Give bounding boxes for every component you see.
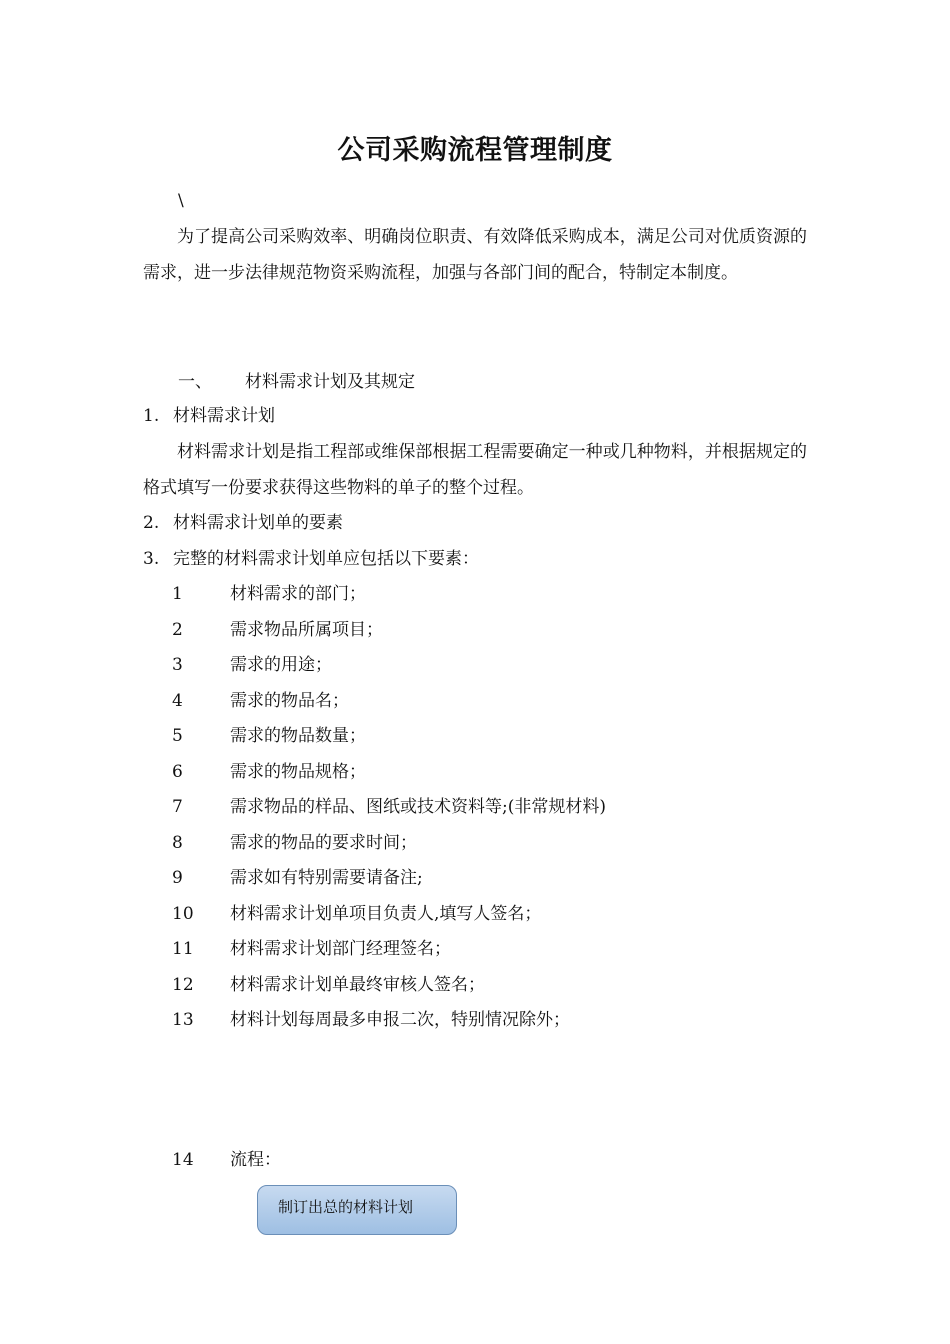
flowchart-box-label: 制订出总的材料计划 (278, 1198, 414, 1216)
flow-item-number: 14 (172, 1150, 194, 1170)
element-text: 需求如有特别需要请备注; (230, 868, 423, 888)
intro-paragraph: 为了提高公司采购效率、明确岗位职责、有效降低采购成本，满足公司对优质资源的需求，进一步法律规范物资采购流程，加强与各部门间的配合，特制定本制度。 (143, 227, 807, 283)
element-number: 8 (172, 833, 183, 853)
element-text: 需求的物品数量； (230, 726, 366, 746)
point-text: 材料需求计划单的要素 (173, 513, 343, 533)
element-text: 需求的用途； (230, 655, 332, 675)
element-number: 11 (172, 939, 194, 959)
element-number: 5 (172, 726, 183, 746)
point-number: 2. (143, 513, 160, 533)
element-number: 13 (172, 1010, 194, 1030)
definition-paragraph: 材料需求计划是指工程部或维保部根据工程需要确定一种或几种物料，并根据规定的格式填写一份要求获得这些物料的单子的整个过程。 (143, 442, 807, 498)
element-number: 9 (172, 868, 183, 888)
element-number: 10 (172, 904, 194, 924)
element-text: 材料需求的部门； (230, 584, 366, 604)
element-number: 6 (172, 762, 183, 782)
section-heading: 材料需求计划及其规定 (245, 372, 415, 392)
element-number: 4 (172, 691, 183, 711)
element-text: 需求的物品规格； (230, 762, 366, 782)
element-number: 2 (172, 620, 183, 640)
element-text: 材料计划每周最多申报二次，特别情况除外； (230, 1010, 570, 1030)
element-text: 需求的物品名； (230, 691, 349, 711)
document-title: 公司采购流程管理制度 (337, 135, 613, 166)
element-number: 1 (172, 584, 183, 604)
element-number: 7 (172, 797, 183, 817)
stray-backslash: \ (178, 191, 184, 211)
element-text: 需求的物品的要求时间； (230, 833, 417, 853)
element-text: 需求物品的样品、图纸或技术资料等;(非常规材料) (230, 797, 606, 817)
element-number: 12 (172, 975, 194, 995)
flow-item-text: 流程： (230, 1150, 281, 1170)
point-number: 3. (143, 549, 160, 569)
flowchart-box-material-plan (257, 1185, 457, 1235)
point-text: 完整的材料需求计划单应包括以下要素： (173, 549, 479, 569)
element-text: 材料需求计划部门经理签名； (230, 939, 451, 959)
element-number: 3 (172, 655, 183, 675)
element-text: 需求物品所属项目； (230, 620, 383, 640)
point-text: 材料需求计划 (173, 406, 275, 426)
element-text: 材料需求计划单最终审核人签名； (230, 975, 485, 995)
element-text: 材料需求计划单项目负责人,填写人签名； (230, 904, 542, 924)
point-number: 1. (143, 406, 160, 426)
section-number: 一、 (178, 372, 212, 392)
